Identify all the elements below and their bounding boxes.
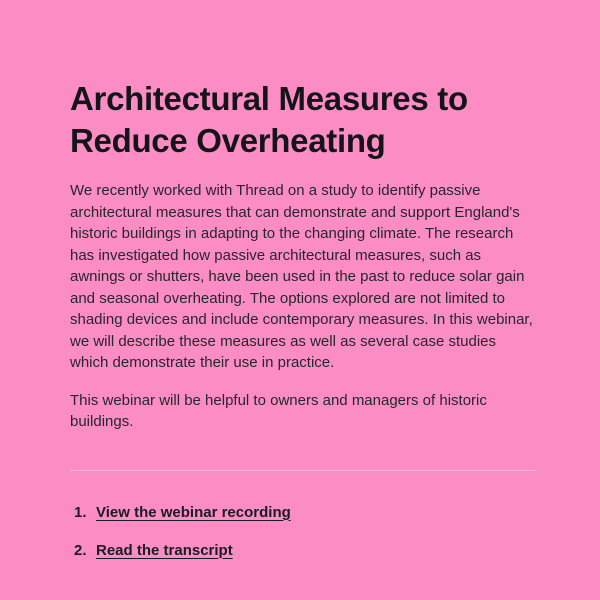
list-item [74, 542, 536, 559]
list-number: 2. [74, 541, 87, 559]
page-title: Architectural Measures to Reduce Overheating [70, 80, 468, 159]
section-divider [70, 470, 536, 471]
intro-paragraph: We recently worked with Thread on a study to identify passive architectural measures that can demonstrate and support England's historic buildings in adapting to the changing climate. The research has investigated how passive architectural measures, such as awnings or shutters, have been used in the past to reduce solar gain and seasonal overheating. The options explored are not limited to shading devices and include contemporary measures. In this webinar, we will describe these measures as well as several case studies which demonstrate their use in practice. [70, 182, 533, 371]
resource-list [70, 504, 536, 559]
list-number: 1. [74, 503, 87, 521]
list-item [74, 504, 536, 521]
main-content [70, 0, 536, 559]
audience-paragraph: This webinar will be helpful to owners and managers of historic buildings. [70, 391, 487, 430]
webinar-recording-link[interactable]: View the webinar recording [96, 503, 291, 521]
transcript-link[interactable]: Read the transcript [96, 541, 233, 559]
